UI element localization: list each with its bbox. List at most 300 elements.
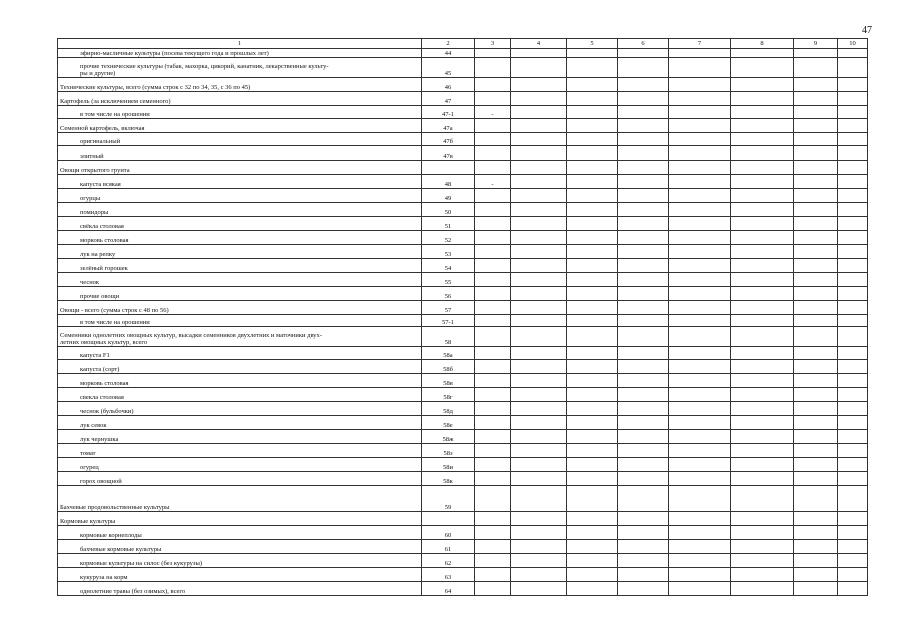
row-code: 49 (422, 189, 475, 203)
data-cell (618, 568, 669, 582)
table-row (58, 472, 868, 486)
data-cell (475, 416, 511, 430)
data-cell (794, 287, 838, 301)
table-row (58, 327, 868, 347)
data-cell (567, 360, 618, 374)
data-cell (794, 315, 838, 327)
data-cell (794, 58, 838, 78)
data-cell (838, 203, 868, 217)
data-cell (731, 203, 794, 217)
data-cell (731, 315, 794, 327)
data-cell (567, 146, 618, 161)
row-label: чеснок (58, 273, 422, 287)
row-label: чеснок (бульбочки) (58, 402, 422, 416)
data-cell (794, 374, 838, 388)
data-cell (511, 402, 567, 416)
data-cell (567, 472, 618, 486)
data-cell (838, 259, 868, 273)
data-cell (838, 146, 868, 161)
row-code (422, 512, 475, 526)
data-cell (511, 315, 567, 327)
data-cell (794, 259, 838, 273)
data-cell (567, 540, 618, 554)
data-cell (618, 287, 669, 301)
row-label: огурец (58, 458, 422, 472)
data-cell (669, 486, 731, 512)
data-cell (567, 189, 618, 203)
table-row (58, 49, 868, 58)
row-label: капуста всякая (58, 175, 422, 189)
column-header: 8 (731, 39, 794, 49)
data-cell (511, 472, 567, 486)
data-cell (475, 301, 511, 315)
data-cell (475, 58, 511, 78)
data-cell (511, 374, 567, 388)
data-cell (794, 540, 838, 554)
row-label: Овощи открытого грунта (58, 161, 422, 175)
data-cell (618, 388, 669, 402)
data-cell (618, 416, 669, 430)
data-cell (567, 347, 618, 360)
table-row (58, 301, 868, 315)
data-cell (618, 106, 669, 119)
data-cell (838, 568, 868, 582)
row-code: 58в (422, 374, 475, 388)
data-cell (731, 175, 794, 189)
data-cell (669, 444, 731, 458)
data-cell (511, 78, 567, 92)
data-cell (618, 444, 669, 458)
data-cell: - (475, 175, 511, 189)
data-cell (669, 287, 731, 301)
column-header: 7 (669, 39, 731, 49)
data-cell (731, 231, 794, 245)
column-header: 1 (58, 39, 422, 49)
row-label: Семенной картофель, включая (58, 119, 422, 133)
row-code: 54 (422, 259, 475, 273)
data-cell (794, 347, 838, 360)
data-cell (838, 217, 868, 231)
row-label: лук на репку (58, 245, 422, 259)
row-label: свёкла столовая (58, 217, 422, 231)
data-cell (838, 49, 868, 58)
data-cell (794, 582, 838, 596)
table-row (58, 58, 868, 78)
row-code: 44 (422, 49, 475, 58)
table-row (58, 273, 868, 287)
row-code: 47 (422, 92, 475, 106)
data-cell (511, 287, 567, 301)
data-cell (731, 146, 794, 161)
data-cell (669, 245, 731, 259)
data-cell (618, 217, 669, 231)
table-row (58, 92, 868, 106)
data-cell (511, 58, 567, 78)
data-cell (475, 512, 511, 526)
data-cell (567, 106, 618, 119)
row-label: Картофель (за исключением семенного) (58, 92, 422, 106)
data-cell (567, 175, 618, 189)
data-cell (618, 175, 669, 189)
data-cell (618, 582, 669, 596)
table-row (58, 203, 868, 217)
data-cell (567, 327, 618, 347)
data-cell (618, 231, 669, 245)
data-cell (731, 245, 794, 259)
data-cell (838, 458, 868, 472)
data-cell (794, 444, 838, 458)
data-cell (731, 161, 794, 175)
data-cell (511, 273, 567, 287)
data-cell (794, 119, 838, 133)
row-code: 47а (422, 119, 475, 133)
data-cell (567, 58, 618, 78)
data-cell (618, 512, 669, 526)
row-label: прочие технические культуры (табак, махорка, цикорий, канатник, лекарственные культу- ры и другие) (58, 58, 422, 78)
row-code: 63 (422, 568, 475, 582)
row-label: Кормовые культуры (58, 512, 422, 526)
data-cell (669, 568, 731, 582)
column-header: 6 (618, 39, 669, 49)
data-cell (475, 444, 511, 458)
data-cell (475, 540, 511, 554)
data-cell (567, 526, 618, 540)
data-cell (618, 49, 669, 58)
data-cell (794, 133, 838, 146)
data-cell (567, 315, 618, 327)
row-label: Бахчевые продовольственные культуры (58, 486, 422, 512)
data-cell (511, 388, 567, 402)
data-cell (838, 472, 868, 486)
data-cell (669, 554, 731, 568)
data-cell (618, 189, 669, 203)
data-cell (475, 388, 511, 402)
table-row (58, 526, 868, 540)
header-row (58, 39, 868, 49)
data-cell (618, 486, 669, 512)
data-cell (511, 327, 567, 347)
data-cell (731, 273, 794, 287)
data-cell (731, 327, 794, 347)
data-cell (794, 554, 838, 568)
data-cell (511, 540, 567, 554)
row-label: в том числе на орошении (58, 315, 422, 327)
row-code: 58д (422, 402, 475, 416)
page-number: 47 (862, 25, 872, 36)
data-cell (838, 315, 868, 327)
data-cell (669, 388, 731, 402)
data-cell (838, 273, 868, 287)
data-cell (838, 526, 868, 540)
data-cell (511, 444, 567, 458)
data-cell (618, 78, 669, 92)
data-cell (731, 217, 794, 231)
data-cell (511, 347, 567, 360)
data-cell (618, 203, 669, 217)
table-row (58, 315, 868, 327)
row-code (422, 161, 475, 175)
data-cell (669, 189, 731, 203)
data-cell (731, 119, 794, 133)
data-cell (731, 49, 794, 58)
data-cell (511, 430, 567, 444)
data-cell (794, 512, 838, 526)
table-row (58, 568, 868, 582)
data-cell (669, 175, 731, 189)
data-cell (567, 374, 618, 388)
data-cell (838, 327, 868, 347)
data-cell (838, 430, 868, 444)
column-header: 2 (422, 39, 475, 49)
row-label: томат (58, 444, 422, 458)
data-cell (475, 161, 511, 175)
data-cell (731, 189, 794, 203)
data-cell (567, 554, 618, 568)
data-cell (794, 416, 838, 430)
data-cell (475, 217, 511, 231)
data-cell (669, 458, 731, 472)
data-cell (669, 347, 731, 360)
data-cell (567, 486, 618, 512)
data-cell (567, 259, 618, 273)
data-cell (475, 486, 511, 512)
data-cell (567, 273, 618, 287)
data-cell (567, 582, 618, 596)
row-code: 61 (422, 540, 475, 554)
data-cell (838, 119, 868, 133)
data-cell (618, 133, 669, 146)
data-cell (838, 540, 868, 554)
data-cell (618, 146, 669, 161)
data-cell (567, 444, 618, 458)
row-code: 53 (422, 245, 475, 259)
data-cell (618, 360, 669, 374)
data-cell (838, 388, 868, 402)
table-row (58, 161, 868, 175)
data-cell (838, 582, 868, 596)
table-row (58, 540, 868, 554)
data-cell (838, 554, 868, 568)
data-cell (838, 106, 868, 119)
data-cell (475, 402, 511, 416)
table-row (58, 444, 868, 458)
data-cell (669, 315, 731, 327)
data-cell (618, 119, 669, 133)
data-cell (511, 119, 567, 133)
row-code: 52 (422, 231, 475, 245)
crop-area-table (57, 38, 868, 596)
data-cell (511, 245, 567, 259)
data-cell (669, 402, 731, 416)
row-code: 62 (422, 554, 475, 568)
data-cell (567, 217, 618, 231)
table-row (58, 360, 868, 374)
row-label: прочие овощи (58, 287, 422, 301)
data-cell (511, 568, 567, 582)
data-cell (838, 161, 868, 175)
data-cell (669, 161, 731, 175)
table-row (58, 189, 868, 203)
data-cell (731, 416, 794, 430)
data-cell (838, 245, 868, 259)
data-cell (567, 416, 618, 430)
data-cell (838, 347, 868, 360)
data-cell (475, 458, 511, 472)
data-cell (475, 472, 511, 486)
data-cell (731, 526, 794, 540)
row-code: 58к (422, 472, 475, 486)
row-code: 58и (422, 458, 475, 472)
row-code: 64 (422, 582, 475, 596)
data-cell (618, 315, 669, 327)
data-cell (669, 78, 731, 92)
data-cell (794, 49, 838, 58)
data-cell (794, 217, 838, 231)
data-cell (838, 402, 868, 416)
data-cell (618, 273, 669, 287)
data-cell (475, 554, 511, 568)
table-row (58, 486, 868, 512)
data-cell (731, 472, 794, 486)
data-cell (511, 360, 567, 374)
row-code: 56 (422, 287, 475, 301)
data-cell (794, 106, 838, 119)
data-cell (794, 486, 838, 512)
data-cell (838, 92, 868, 106)
data-cell (511, 526, 567, 540)
data-cell (731, 444, 794, 458)
column-header: 3 (475, 39, 511, 49)
row-label: бахчевые кормовые культуры (58, 540, 422, 554)
data-cell (475, 360, 511, 374)
data-cell (731, 486, 794, 512)
row-code: 58з (422, 444, 475, 458)
data-cell (669, 146, 731, 161)
row-label: лук чернушка (58, 430, 422, 444)
row-code: 58б (422, 360, 475, 374)
table-row (58, 245, 868, 259)
data-cell (794, 161, 838, 175)
row-label: помидоры (58, 203, 422, 217)
row-code: 51 (422, 217, 475, 231)
column-header: 5 (567, 39, 618, 49)
data-cell (838, 133, 868, 146)
data-cell (618, 430, 669, 444)
column-header: 10 (838, 39, 868, 49)
data-cell (669, 582, 731, 596)
data-cell (567, 568, 618, 582)
data-cell (511, 175, 567, 189)
data-cell (669, 273, 731, 287)
data-cell (475, 327, 511, 347)
data-cell (475, 78, 511, 92)
data-cell (794, 388, 838, 402)
data-cell (618, 554, 669, 568)
data-cell (567, 78, 618, 92)
data-cell (618, 259, 669, 273)
data-cell (618, 402, 669, 416)
data-cell (567, 49, 618, 58)
table-row (58, 582, 868, 596)
data-cell (794, 189, 838, 203)
row-label: однолетние травы (без озимых), всего (58, 582, 422, 596)
table-row (58, 119, 868, 133)
data-cell (475, 315, 511, 327)
data-cell (618, 92, 669, 106)
data-cell (669, 58, 731, 78)
row-code: 58а (422, 347, 475, 360)
data-cell (669, 472, 731, 486)
data-cell (669, 217, 731, 231)
row-label: морковь столовая (58, 231, 422, 245)
table-row (58, 388, 868, 402)
data-cell (475, 273, 511, 287)
table-row (58, 133, 868, 146)
data-cell (731, 458, 794, 472)
data-cell (669, 133, 731, 146)
data-cell (475, 430, 511, 444)
data-cell (475, 203, 511, 217)
data-cell (669, 512, 731, 526)
table-row (58, 416, 868, 430)
row-code: 58г (422, 388, 475, 402)
data-cell (475, 582, 511, 596)
column-header: 9 (794, 39, 838, 49)
data-cell (511, 554, 567, 568)
data-cell (731, 133, 794, 146)
data-cell (794, 458, 838, 472)
data-cell (838, 58, 868, 78)
data-cell (731, 301, 794, 315)
row-code: 59 (422, 486, 475, 512)
data-cell (838, 175, 868, 189)
data-cell (567, 161, 618, 175)
data-cell (511, 259, 567, 273)
data-cell (794, 526, 838, 540)
row-code: 50 (422, 203, 475, 217)
row-label: эфирно-масличные культуры (посева текущего года и прошлых лет) (58, 49, 422, 58)
row-code: 47в (422, 146, 475, 161)
table-row (58, 231, 868, 245)
row-label: зелёный горошек (58, 259, 422, 273)
table-row (58, 347, 868, 360)
data-cell (618, 327, 669, 347)
table-row (58, 554, 868, 568)
row-label: кукуруза на корм (58, 568, 422, 582)
data-cell (731, 374, 794, 388)
data-cell (669, 231, 731, 245)
row-label: в том числе на орошении (58, 106, 422, 119)
data-cell (511, 133, 567, 146)
table-row (58, 259, 868, 273)
data-cell (475, 133, 511, 146)
data-cell (669, 374, 731, 388)
data-cell (669, 92, 731, 106)
table-row (58, 146, 868, 161)
data-cell (618, 526, 669, 540)
data-cell (567, 119, 618, 133)
data-cell (618, 161, 669, 175)
data-cell (567, 430, 618, 444)
table-row (58, 175, 868, 189)
data-cell (475, 287, 511, 301)
row-label: огурцы (58, 189, 422, 203)
data-cell (567, 287, 618, 301)
data-cell (511, 189, 567, 203)
row-label: лук севок (58, 416, 422, 430)
data-cell (618, 374, 669, 388)
data-cell (475, 92, 511, 106)
